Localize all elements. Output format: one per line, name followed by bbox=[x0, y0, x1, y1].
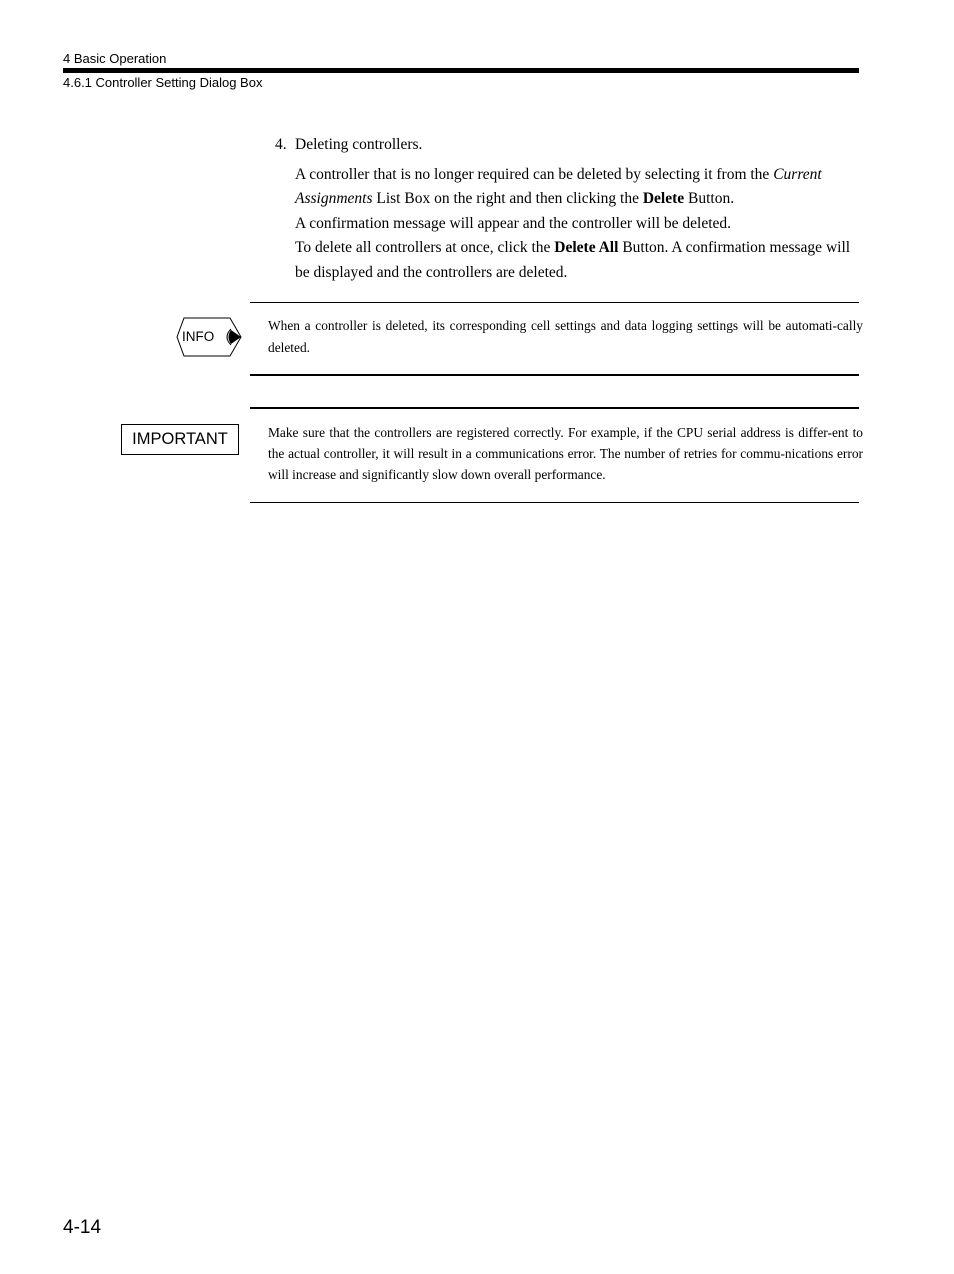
list-box-name: Current Assignments bbox=[295, 166, 822, 208]
text-run: Button. A confirmation message will be displayed and the controllers are deleted. bbox=[295, 239, 851, 281]
step-paragraph-1 bbox=[295, 163, 855, 212]
step-paragraph-2: A confirmation message will appear and the controller will be deleted. bbox=[295, 214, 732, 232]
delete-button-name: Delete bbox=[642, 190, 685, 208]
running-header-section: 4.6.1 Controller Setting Dialog Box bbox=[63, 75, 263, 90]
info-icon-label: INFO bbox=[182, 329, 215, 344]
info-bottom-rule bbox=[250, 374, 859, 376]
important-top-rule bbox=[250, 407, 859, 409]
text-run: To delete all controllers at once, click the bbox=[295, 239, 555, 257]
info-note-paragraph: When a controller is deleted, its corresponding cell settings and data logging settings will be automati-cally deleted. bbox=[268, 318, 863, 355]
text-run: List Box on the right and then clicking the bbox=[372, 190, 643, 208]
page-number: 4-14 bbox=[63, 1217, 102, 1238]
important-bottom-rule bbox=[250, 502, 859, 503]
info-note-text bbox=[268, 315, 863, 358]
step-body bbox=[295, 163, 855, 285]
important-note-paragraph: Make sure that the controllers are registered correctly. For example, if the CPU serial address is differ-ent to the actual controller, it will result in a communications error. The number of retries for commu-nications error will increase and significantly slow down overall performance. bbox=[268, 425, 863, 482]
important-note-text bbox=[268, 423, 863, 485]
step-title: Deleting controllers. bbox=[295, 136, 423, 153]
text-run: Button. bbox=[684, 190, 735, 208]
header-rule bbox=[63, 68, 859, 73]
delete-all-button-name: Delete All bbox=[554, 239, 619, 257]
step-paragraph-3 bbox=[295, 236, 855, 285]
text-run: A controller that is no longer required can be deleted by selecting it from the bbox=[295, 166, 774, 183]
info-top-rule bbox=[250, 302, 859, 303]
step-number: 4. bbox=[275, 136, 287, 153]
step-heading bbox=[275, 136, 422, 154]
important-label-box: IMPORTANT bbox=[121, 424, 239, 455]
running-header-chapter: 4 Basic Operation bbox=[63, 51, 167, 66]
